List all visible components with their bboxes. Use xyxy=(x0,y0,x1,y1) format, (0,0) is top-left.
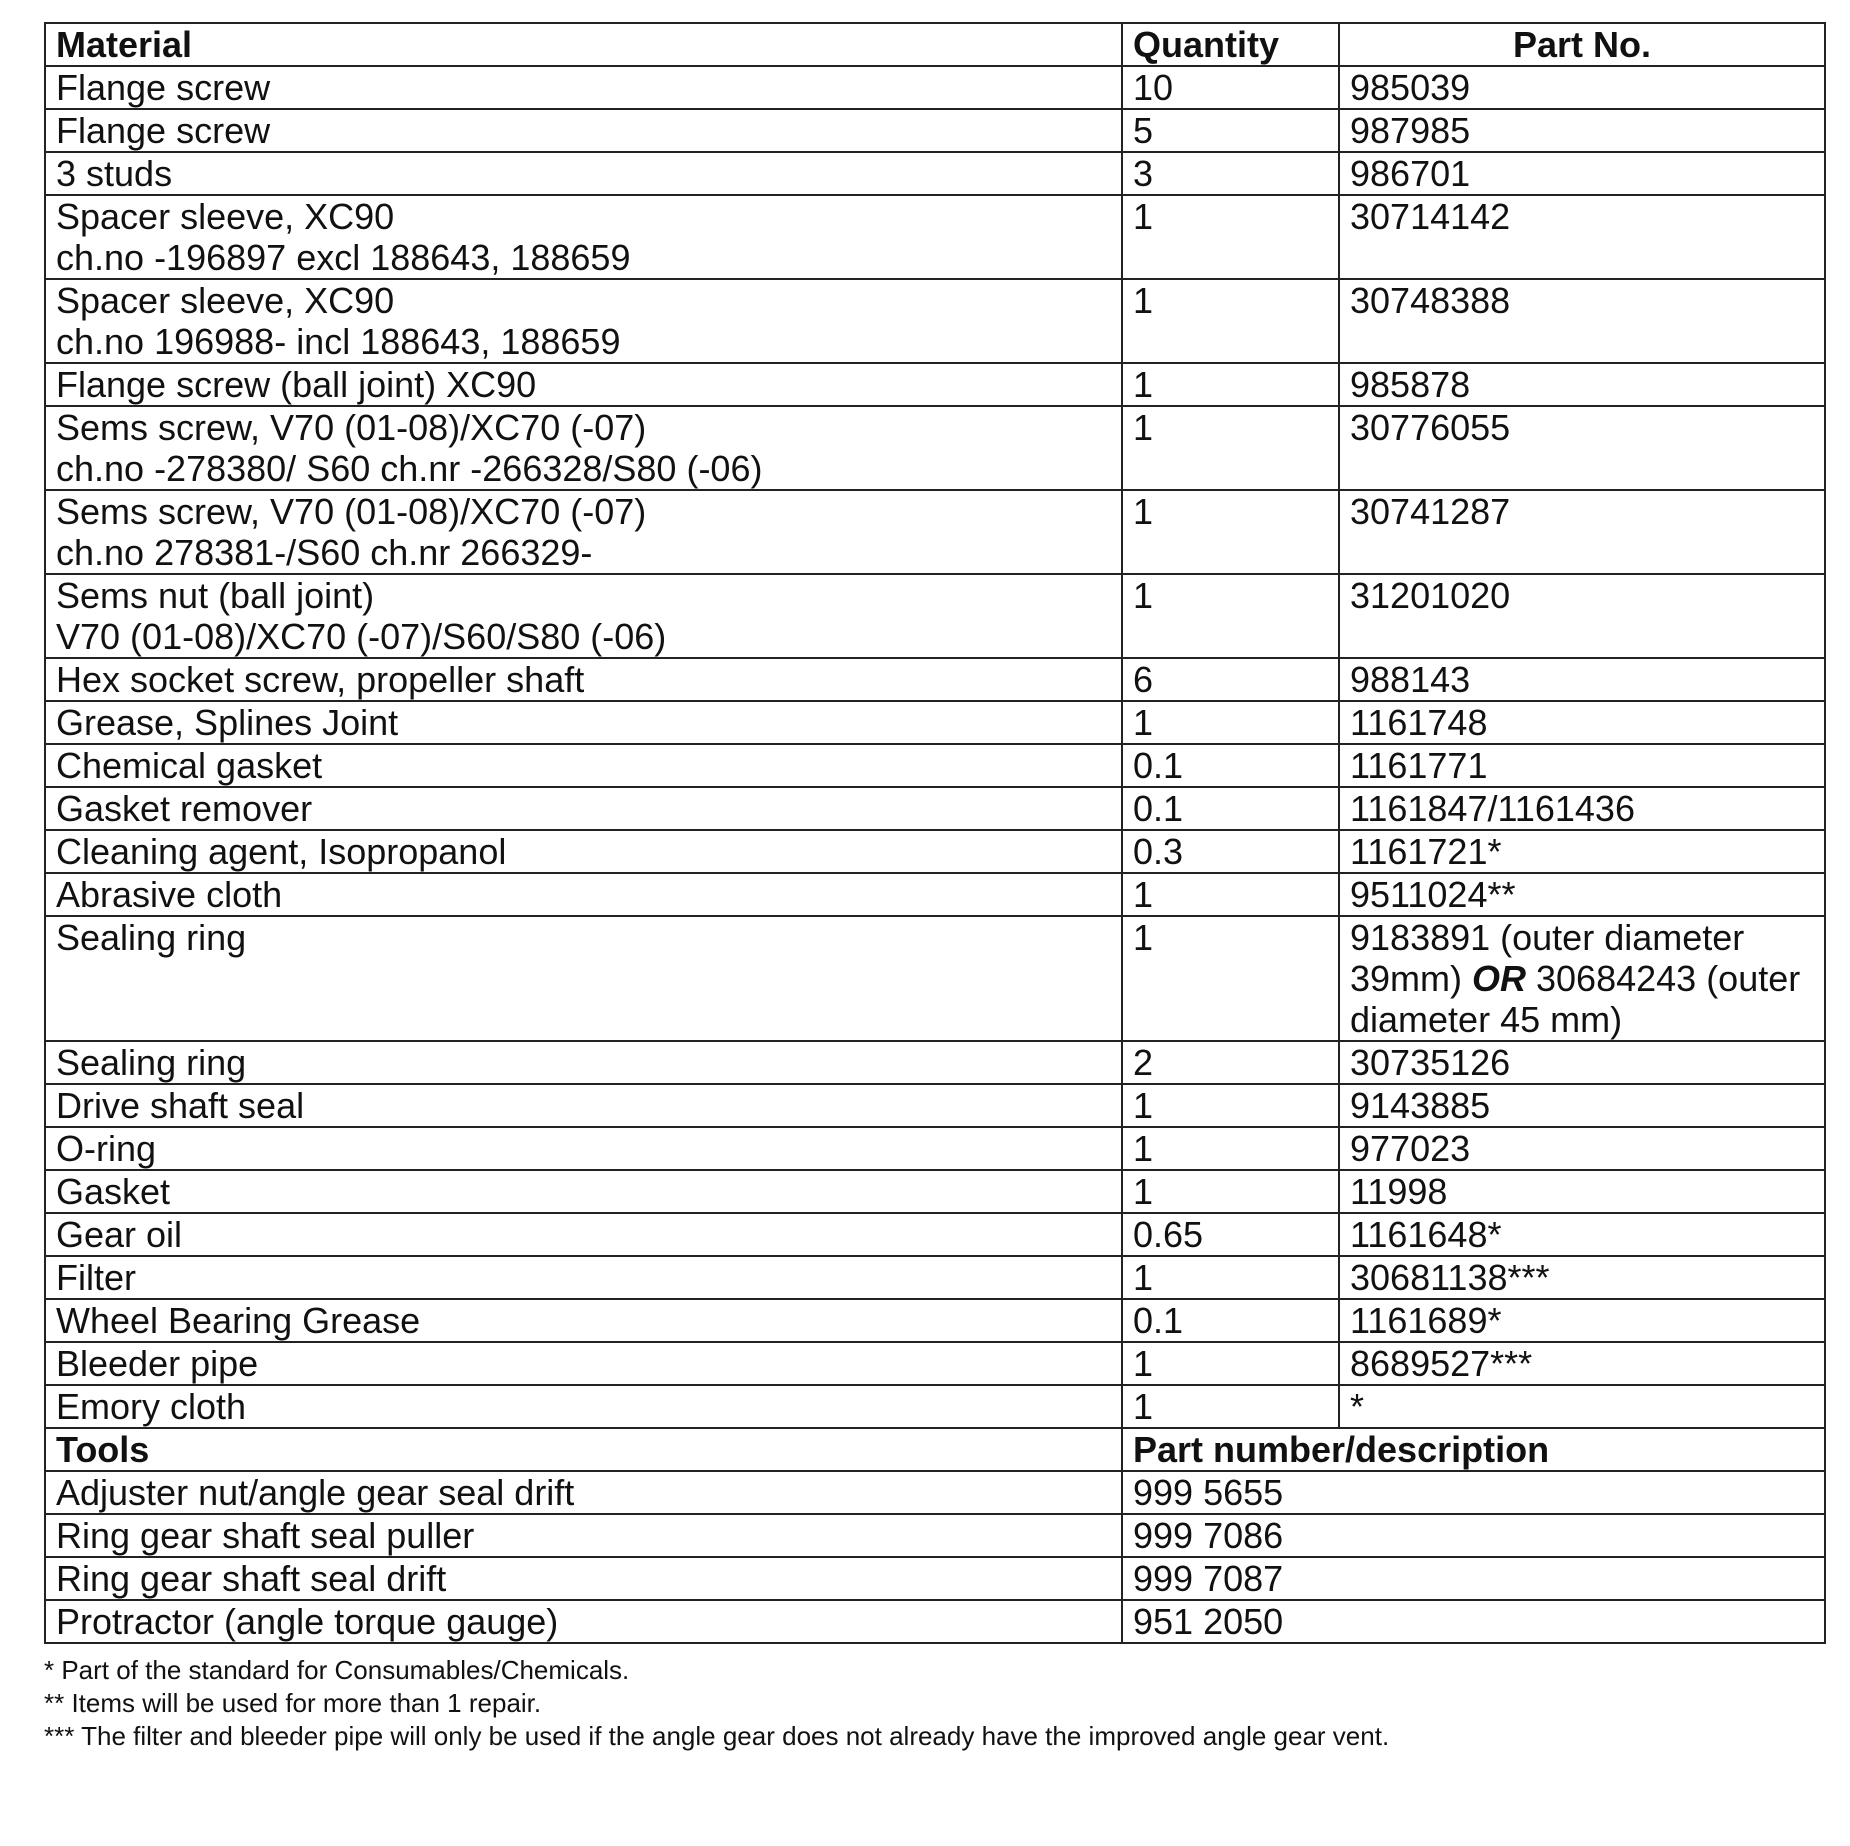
material-row xyxy=(45,152,1825,195)
footnote: * Part of the standard for Consumables/Chemicals. xyxy=(44,1655,630,1685)
material-row xyxy=(45,1041,1825,1084)
tool-part-cell: 999 7087 xyxy=(1122,1557,1825,1600)
material-name-cell xyxy=(45,1342,1122,1385)
part-no-cell: 1161771 xyxy=(1339,744,1825,787)
part-no-cell: 985039 xyxy=(1339,66,1825,109)
material-column-header: Material xyxy=(45,23,1122,66)
quantity-cell: 5 xyxy=(1122,109,1339,152)
quantity-cell: 0.1 xyxy=(1122,1299,1339,1342)
material-name-line: Spacer sleeve, XC90 xyxy=(56,280,395,321)
quantity-cell: 0.3 xyxy=(1122,830,1339,873)
material-name-line: Hex socket screw, propeller shaft xyxy=(56,659,585,700)
material-name-line: Abrasive cloth xyxy=(56,874,283,915)
material-name-line: Flange screw xyxy=(56,67,271,108)
footnote: ** Items will be used for more than 1 repair. xyxy=(44,1688,542,1718)
tool-name-cell: Ring gear shaft seal puller xyxy=(45,1514,1122,1557)
material-name-line: Gasket remover xyxy=(56,788,313,829)
material-name-line: Sems screw, V70 (01-08)/XC70 (-07) xyxy=(56,407,647,448)
material-row xyxy=(45,279,1825,363)
material-name-line: Sealing ring xyxy=(56,917,247,958)
material-row xyxy=(45,873,1825,916)
part-no-cell: 30714142 xyxy=(1339,195,1825,279)
quantity-cell: 0.1 xyxy=(1122,744,1339,787)
material-name-line: ch.no -278380/ S60 ch.nr -266328/S80 (-06) xyxy=(56,448,763,489)
material-name-cell xyxy=(45,1041,1122,1084)
materials-list xyxy=(45,66,1825,1428)
material-name-cell xyxy=(45,490,1122,574)
material-row xyxy=(45,1342,1825,1385)
material-name-line: Flange screw (ball joint) XC90 xyxy=(56,364,537,405)
material-name-line: O-ring xyxy=(56,1128,157,1169)
part-no-cell: 1161721* xyxy=(1339,830,1825,873)
material-row xyxy=(45,1299,1825,1342)
material-name-cell xyxy=(45,787,1122,830)
material-row xyxy=(45,1084,1825,1127)
material-name-line: Spacer sleeve, XC90 xyxy=(56,196,395,237)
material-name-line: V70 (01-08)/XC70 (-07)/S60/S80 (-06) xyxy=(56,616,667,657)
footnotes xyxy=(44,1654,1824,1753)
part-option-a: 9183891 (outer diameter 39mm) xyxy=(1350,917,1745,999)
material-name-cell xyxy=(45,1256,1122,1299)
quantity-cell: 1 xyxy=(1122,1084,1339,1127)
material-row xyxy=(45,1127,1825,1170)
material-row xyxy=(45,701,1825,744)
materials-header-row xyxy=(45,23,1825,66)
material-name-cell xyxy=(45,109,1122,152)
tool-name-cell: Protractor (angle torque gauge) xyxy=(45,1600,1122,1643)
material-name-line: ch.no 196988- incl 188643, 188659 xyxy=(56,321,621,362)
part-no-cell: 30748388 xyxy=(1339,279,1825,363)
material-name-line: Emory cloth xyxy=(56,1386,247,1427)
material-row xyxy=(45,363,1825,406)
material-row xyxy=(45,658,1825,701)
material-row xyxy=(45,916,1825,1041)
tool-row xyxy=(45,1514,1825,1557)
material-name-cell xyxy=(45,1385,1122,1428)
material-name-line: Bleeder pipe xyxy=(56,1343,259,1384)
part-no-cell: 1161648* xyxy=(1339,1213,1825,1256)
quantity-cell: 1 xyxy=(1122,363,1339,406)
material-row xyxy=(45,195,1825,279)
quantity-cell: 1 xyxy=(1122,195,1339,279)
part-no-cell: 30735126 xyxy=(1339,1041,1825,1084)
quantity-cell: 1 xyxy=(1122,1127,1339,1170)
parts-document xyxy=(44,22,1824,1753)
quantity-cell: 10 xyxy=(1122,66,1339,109)
material-row xyxy=(45,66,1825,109)
material-name-cell xyxy=(45,279,1122,363)
quantity-cell: 0.1 xyxy=(1122,787,1339,830)
part-no-cell: 977023 xyxy=(1339,1127,1825,1170)
quantity-cell: 1 xyxy=(1122,873,1339,916)
quantity-column-header: Quantity xyxy=(1122,23,1339,66)
quantity-cell: 1 xyxy=(1122,1170,1339,1213)
material-name-cell xyxy=(45,916,1122,1041)
quantity-cell: 1 xyxy=(1122,1342,1339,1385)
part-no-cell: 1161847/1161436 xyxy=(1339,787,1825,830)
material-row xyxy=(45,1256,1825,1299)
material-name-cell xyxy=(45,406,1122,490)
material-row xyxy=(45,109,1825,152)
material-row xyxy=(45,787,1825,830)
material-name-cell xyxy=(45,1213,1122,1256)
material-name-cell xyxy=(45,744,1122,787)
tool-name-cell: Ring gear shaft seal drift xyxy=(45,1557,1122,1600)
tool-row xyxy=(45,1557,1825,1600)
material-name-line: 3 studs xyxy=(56,153,173,194)
quantity-cell: 1 xyxy=(1122,1256,1339,1299)
quantity-cell: 2 xyxy=(1122,1041,1339,1084)
part-no-cell: 9511024** xyxy=(1339,873,1825,916)
material-row xyxy=(45,574,1825,658)
tools-column-header: Tools xyxy=(45,1428,1122,1471)
material-name-line: Sealing ring xyxy=(56,1042,247,1083)
material-name-line: Gear oil xyxy=(56,1214,183,1255)
tool-row xyxy=(45,1471,1825,1514)
part-no-cell: 31201020 xyxy=(1339,574,1825,658)
part-no-cell: 30681138*** xyxy=(1339,1256,1825,1299)
tools-header-row xyxy=(45,1428,1825,1471)
quantity-cell: 1 xyxy=(1122,490,1339,574)
material-row xyxy=(45,490,1825,574)
footnote: *** The filter and bleeder pipe will only be used if the angle gear does not already have the improved angle gear vent. xyxy=(44,1721,1390,1751)
material-name-cell xyxy=(45,363,1122,406)
part-no-cell: 987985 xyxy=(1339,109,1825,152)
part-no-column-header: Part No. xyxy=(1339,23,1825,66)
part-no-cell: 1161748 xyxy=(1339,701,1825,744)
material-name-cell xyxy=(45,658,1122,701)
material-name-line: Chemical gasket xyxy=(56,745,323,786)
material-name-line: Cleaning agent, Isopropanol xyxy=(56,831,507,872)
quantity-cell: 1 xyxy=(1122,916,1339,1041)
material-row xyxy=(45,1170,1825,1213)
material-name-cell xyxy=(45,1299,1122,1342)
part-or-label: OR xyxy=(1472,958,1527,999)
material-name-line: ch.no -196897 excl 188643, 188659 xyxy=(56,237,631,278)
part-option-b: 30684243 (outer diameter 45 mm) xyxy=(1350,958,1801,1040)
quantity-cell: 3 xyxy=(1122,152,1339,195)
parts-table xyxy=(44,22,1826,1644)
material-name-line: Gasket xyxy=(56,1171,171,1212)
part-no-cell: 11998 xyxy=(1339,1170,1825,1213)
part-no-cell: 986701 xyxy=(1339,152,1825,195)
part-no-cell xyxy=(1339,916,1825,1041)
material-name-cell xyxy=(45,66,1122,109)
quantity-cell: 1 xyxy=(1122,1385,1339,1428)
material-name-cell xyxy=(45,1170,1122,1213)
part-no-cell: 30776055 xyxy=(1339,406,1825,490)
material-name-line: ch.no 278381-/S60 ch.nr 266329- xyxy=(56,532,593,573)
quantity-cell: 1 xyxy=(1122,406,1339,490)
material-row xyxy=(45,1385,1825,1428)
quantity-cell: 1 xyxy=(1122,574,1339,658)
tool-part-cell: 999 7086 xyxy=(1122,1514,1825,1557)
material-name-cell xyxy=(45,701,1122,744)
tools-list xyxy=(45,1428,1825,1643)
material-row xyxy=(45,1213,1825,1256)
material-name-cell xyxy=(45,195,1122,279)
tool-row xyxy=(45,1600,1825,1643)
material-name-cell xyxy=(45,1084,1122,1127)
material-name-line: Sems nut (ball joint) xyxy=(56,575,375,616)
tool-part-cell: 999 5655 xyxy=(1122,1471,1825,1514)
tool-name-cell: Adjuster nut/angle gear seal drift xyxy=(45,1471,1122,1514)
part-no-cell: 1161689* xyxy=(1339,1299,1825,1342)
material-name-line: Grease, Splines Joint xyxy=(56,702,399,743)
quantity-cell: 6 xyxy=(1122,658,1339,701)
material-name-line: Wheel Bearing Grease xyxy=(56,1300,421,1341)
part-no-cell: 30741287 xyxy=(1339,490,1825,574)
material-row xyxy=(45,830,1825,873)
material-name-line: Filter xyxy=(56,1257,136,1298)
material-name-cell xyxy=(45,873,1122,916)
part-no-cell: * xyxy=(1339,1385,1825,1428)
material-name-line: Sems screw, V70 (01-08)/XC70 (-07) xyxy=(56,491,647,532)
material-name-cell xyxy=(45,1127,1122,1170)
material-name-line: Flange screw xyxy=(56,110,271,151)
part-no-cell: 9143885 xyxy=(1339,1084,1825,1127)
material-name-cell xyxy=(45,152,1122,195)
part-description-column-header: Part number/description xyxy=(1122,1428,1825,1471)
material-row xyxy=(45,744,1825,787)
material-name-cell xyxy=(45,830,1122,873)
material-row xyxy=(45,406,1825,490)
quantity-cell: 1 xyxy=(1122,279,1339,363)
quantity-cell: 1 xyxy=(1122,701,1339,744)
tool-part-cell: 951 2050 xyxy=(1122,1600,1825,1643)
material-name-line: Drive shaft seal xyxy=(56,1085,305,1126)
material-name-cell xyxy=(45,574,1122,658)
part-no-cell: 985878 xyxy=(1339,363,1825,406)
part-no-cell: 8689527*** xyxy=(1339,1342,1825,1385)
part-no-cell: 988143 xyxy=(1339,658,1825,701)
quantity-cell: 0.65 xyxy=(1122,1213,1339,1256)
